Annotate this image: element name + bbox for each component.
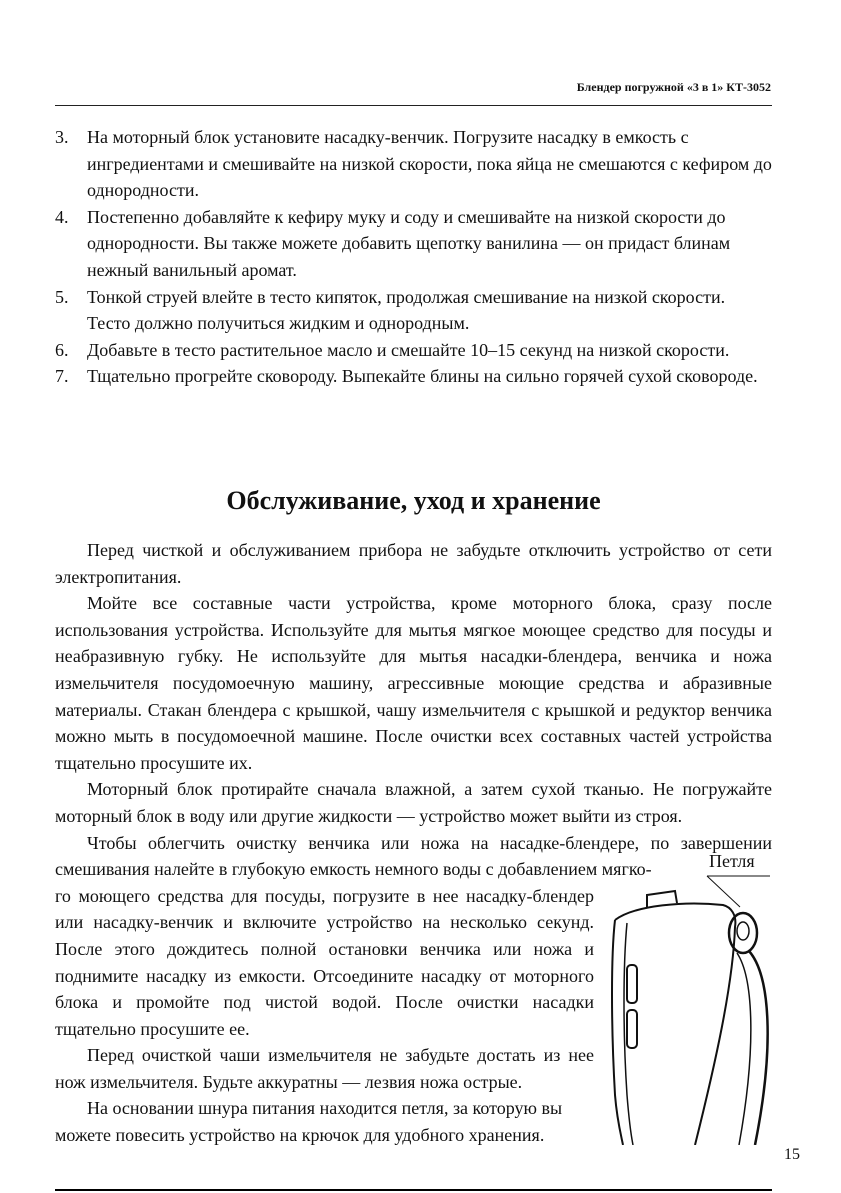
figure-label: Петля bbox=[709, 851, 755, 871]
running-header: Блендер погружной «3 в 1» КТ-3052 bbox=[576, 80, 771, 94]
paragraph: Мойте все составные части устройства, кроме моторного блока, сразу после использования устройства. Используйте для мытья мягкое моющее средство для посуды и неабразивную губку. Не используйте для мытья насадки-блендера, венчика и ножа измельчителя посудомоечную машину, агрессивные моющие средства и абразивные материалы. Стакан блендера с крышкой, чашу измельчителя с крышкой и редуктор венчика можно мыть в посудомоечной машине. После очистки всех составных частей устройства тщательно просушите их. bbox=[55, 593, 772, 773]
step-text: Тщательно прогрейте сковороду. Выпекайте блины на сильно горячей сухой сковороде. bbox=[87, 366, 758, 387]
step-text: Постепенно добавляйте к кефиру муку и соду и смешивайте на низкой скорости до однородности. Вы также можете добавить щепотку ванилина — он придаст блинам нежный ванильный аромат. bbox=[87, 206, 731, 280]
footer-rule bbox=[55, 1189, 772, 1191]
step-text: Тонкой струей влейте в тесто кипяток, продолжая смешивание на низкой скорости. Тесто должно получиться жидким и однородным. bbox=[87, 286, 726, 334]
paragraph: Перед чисткой и обслуживанием прибора не забудьте отключить устройство от сети электропитания. bbox=[55, 540, 772, 587]
paragraph-continued: го моющего средства для посуды, погрузите в нее насадку-блендер или насадку-венчик и включите устройство на несколько секунд. После этого дождитесь полной остановки венчика или ножа и поднимите насадку из емкости. Отсоедините насадку от моторного блока и промойте под чистой водой. После очистки насадки тщательно просушите ее. bbox=[55, 885, 594, 1039]
step-item bbox=[55, 363, 772, 390]
paragraph: Моторный блок протирайте сначала влажной, а затем сухой тканью. Не погружайте моторный блок в воду или другие жидкости — устройство может выйти из строя. bbox=[55, 779, 772, 826]
instruction-steps bbox=[55, 124, 772, 390]
step-number: 7. bbox=[55, 366, 69, 387]
step-item bbox=[55, 124, 772, 204]
step-number: 5. bbox=[55, 286, 69, 307]
step-item bbox=[55, 204, 772, 284]
header-rule bbox=[55, 105, 772, 106]
paragraph: Чтобы облегчить очистку венчика или ножа на насадке-блендере, по завершении смешивания налейте в глубокую емкость немного воды с добавлением мягко- bbox=[55, 832, 772, 880]
page-number: 15 bbox=[784, 1146, 800, 1163]
step-item bbox=[55, 337, 772, 364]
step-item bbox=[55, 284, 772, 337]
step-number: 6. bbox=[55, 339, 69, 360]
step-text: На моторный блок установите насадку-венчик. Погрузите насадку в емкость с ингредиентами и смешивайте на низкой скорости, пока яйца не смешаются с кефиром до однородности. bbox=[87, 127, 772, 201]
paragraph: На основании шнура питания находится петля, за которую вы можете повесить устройство на крючок для удобного хранения. bbox=[55, 1098, 563, 1146]
section-title: Обслуживание, уход и хранение bbox=[226, 486, 601, 515]
step-text: Добавьте в тесто растительное масло и смешайте 10–15 секунд на низкой скорости. bbox=[87, 339, 730, 360]
step-number: 4. bbox=[55, 206, 69, 227]
step-number: 3. bbox=[55, 127, 69, 147]
blender-loop-illustration-icon bbox=[605, 845, 780, 1145]
paragraph: Перед очисткой чаши измельчителя не забудьте достать из нее нож измельчителя. Будьте аккуратны — лезвия ножа острые. bbox=[55, 1045, 594, 1092]
